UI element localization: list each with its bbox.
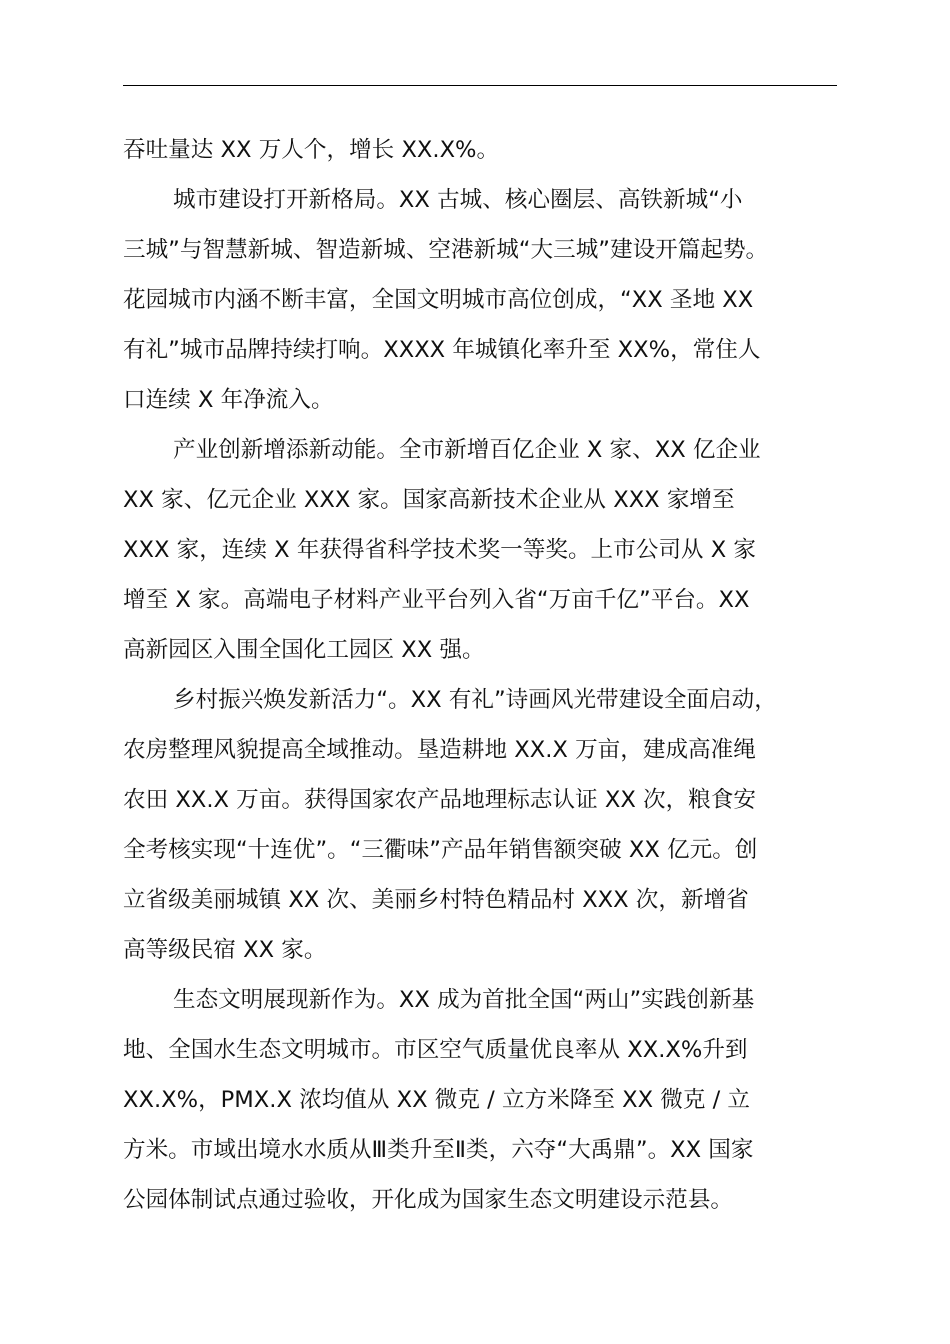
- text-line: 全考核实现“十连优”。“三衢味”产品年销售额突破 XX 亿元。创: [123, 837, 758, 863]
- text-line: 城市建设打开新格局。XX 古城、核心圈层、高铁新城“小: [173, 187, 743, 213]
- text-line: XXX 家，连续 X 年获得省科学技术奖一等奖。上市公司从 X 家: [123, 537, 756, 563]
- text-line: 产业创新增添新动能。全市新增百亿企业 X 家、XX 亿企业: [173, 437, 761, 463]
- text-line: 吞吐量达 XX 万人个，增长 XX.X%。: [123, 137, 500, 163]
- text-line: 有礼”城市品牌持续打响。XXXX 年城镇化率升至 XX%，常住人: [123, 337, 761, 363]
- text-line: 乡村振兴焕发新活力“。XX 有礼”诗画风光带建设全面启动，: [173, 687, 777, 713]
- text-line: 地、全国水生态文明城市。市区空气质量优良率从 XX.X%升到: [123, 1037, 748, 1063]
- text-line: 生态文明展现新作为。XX 成为首批全国“两山”实践创新基: [173, 987, 755, 1013]
- text-line: 立省级美丽城镇 XX 次、美丽乡村特色精品村 XXX 次，新增省: [123, 887, 749, 913]
- text-line: 增至 X 家。高端电子材料产业平台列入省“万亩千亿”平台。XX: [123, 587, 750, 613]
- text-line: XX.X%，PMX.X 浓均值从 XX 微克 / 立方米降至 XX 微克 / 立: [123, 1087, 751, 1113]
- text-line: 高等级民宿 XX 家。: [123, 937, 327, 963]
- text-line: 三城”与智慧新城、智造新城、空港新城“大三城”建设开篇起势。: [123, 237, 769, 263]
- body-text: [123, 125, 837, 1225]
- text-line: 农房整理风貌提高全域推动。垦造耕地 XX.X 万亩，建成高准绳: [123, 737, 756, 763]
- text-line: 口连续 X 年净流入。: [123, 387, 334, 413]
- text-line: 农田 XX.X 万亩。获得国家农产品地理标志认证 XX 次，粮食安: [123, 787, 756, 813]
- header-rule: [123, 85, 837, 86]
- text-line: 花园城市内涵不断丰富，全国文明城市高位创成，“XX 圣地 XX: [123, 287, 754, 313]
- text-line: 公园体制试点通过验收，开化成为国家生态文明建设示范县。: [123, 1187, 734, 1213]
- text-line: XX 家、亿元企业 XXX 家。国家高新技术企业从 XXX 家增至: [123, 487, 735, 513]
- text-line: 高新园区入围全国化工园区 XX 强。: [123, 637, 485, 663]
- text-line: 方米。市域出境水水质从Ⅲ类升至Ⅱ类，六夺“大禹鼎”。XX 国家: [123, 1137, 754, 1163]
